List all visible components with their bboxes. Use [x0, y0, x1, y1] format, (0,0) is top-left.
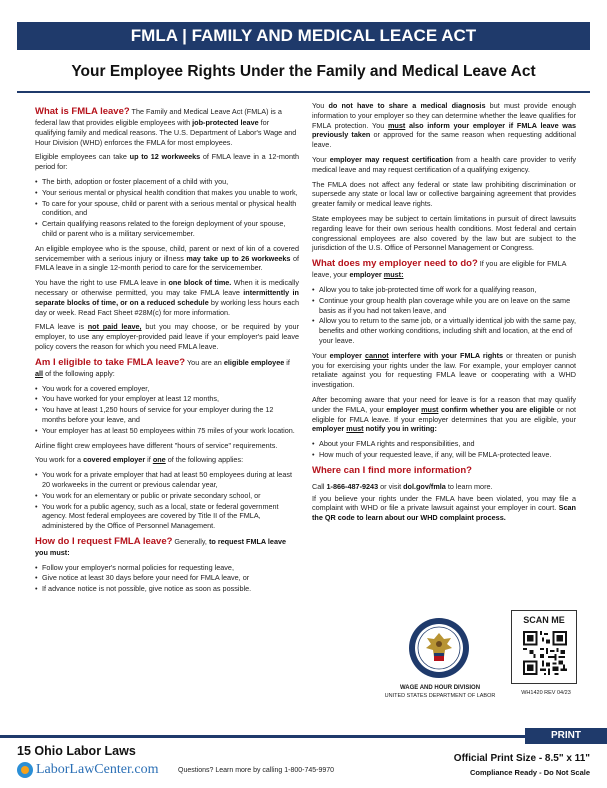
text-run: for qualifying family and medical reasons. The U.S. Department of Labor's Wage and Hour Division (WHD) enforces the FMLA for most employees.	[35, 118, 297, 147]
text-emphasis: all	[35, 368, 44, 378]
text-run: Your	[312, 154, 330, 164]
state-employees-paragraph: State employees may be subject to certain limitations in pursuit of direct lawsuits regarding leave for their own serious health conditions. Most federal and certain congressional employees are also covered by the law but are subject to the jurisdiction of the U.S. Office of Personnel Management or Congress.	[312, 213, 576, 253]
text-run: if	[284, 357, 290, 367]
covered-employer-list	[35, 470, 299, 531]
text-run: but must provide enough information to your employer so they can determine whether the leave qualifies for FMLA protection. You	[312, 101, 576, 130]
text-run: of FMLA leave in a single 12-month period to care for the servicemember.	[35, 253, 300, 273]
confirm-eligibility-paragraph	[312, 395, 576, 434]
list-item: • If advance notice is not possible, give notice as soon as possible.	[35, 584, 299, 594]
list-item: • The birth, adoption or foster placement of a child with you,	[35, 177, 299, 187]
page-number: 15	[17, 744, 31, 758]
page-heading	[17, 744, 136, 758]
text-emphasis: do not have to share a medical diagnosis	[328, 101, 486, 110]
right-column	[312, 101, 576, 528]
list-item: • Certain qualifying reasons related to the foreign deployment of your spouse, child or parent who is a military servicemember.	[35, 219, 299, 239]
seal-caption-department: UNITED STATES DEPARTMENT OF LABOR	[384, 693, 496, 699]
text-emphasis: also inform your employer if FMLA leave was previously taken	[312, 120, 577, 140]
text-emphasis: intermittently in separate blocks of time, or on a reduced schedule	[35, 287, 299, 307]
list-item: • You have at least 1,250 hours of service for your employer during the 12 months before your leave, and	[35, 405, 299, 425]
text-run: if	[145, 455, 153, 465]
text-run: When it is medically necessary or otherwise permitted, you may take FMLA leave	[35, 278, 299, 297]
text-run: of FMLA leave in a 12-month period for:	[35, 152, 300, 172]
heading-employer-duties: What does my employer need to do?	[312, 258, 478, 270]
complaint-paragraph	[312, 494, 576, 523]
text-emphasis: interfere with your FMLA rights	[388, 350, 504, 360]
text-run: You	[312, 101, 329, 110]
text-run: Call	[312, 481, 327, 491]
text-run: or threaten or punish you for exercising your rights under the law. For example, your employer cannot retaliate against you for requesting FMLA leave or cooperating with a WHD investigation.	[312, 350, 576, 390]
text-run: You are an	[185, 357, 224, 367]
text-run: of the following apply:	[43, 368, 115, 378]
poster-banner: FMLA | FAMILY AND MEDICAL LEACE ACT	[17, 22, 590, 50]
contact-paragraph	[312, 482, 576, 492]
text-emphasis: job-protected leave	[192, 118, 259, 127]
compliance-note: Compliance Ready - Do Not Scale	[469, 768, 590, 777]
list-item: • Follow your employer's normal policies for requesting leave,	[35, 563, 299, 573]
certification-paragraph	[312, 155, 576, 175]
text-emphasis: covered employer	[83, 455, 146, 465]
text-emphasis: must	[421, 404, 439, 414]
list-item: • Allow you to take job-protected time off work for a qualifying reason,	[312, 285, 576, 295]
text-emphasis: employer	[329, 350, 362, 360]
heading-what-is-fmla: What is FMLA leave?	[35, 106, 130, 117]
heading-request-leave: How do I request FMLA leave?	[35, 535, 173, 547]
text-run: You work for a	[35, 455, 84, 465]
text-run: If you believe your rights under the FMLA have been violated, you may file a complaint with WHD or file a private lawsuit against your employer in court.	[312, 493, 576, 513]
text-emphasis: eligible employee	[223, 357, 285, 367]
heading-more-info: Where can I find more information?	[312, 464, 472, 476]
text-run: but you may choose, or be required by your employer, to use any employer-provided paid leave if your employer's paid leave policy covers the reason for which you need FMLA leave.	[35, 322, 300, 351]
eligible-workweeks-paragraph	[35, 152, 299, 172]
phone-number[interactable]: 1-866-487-9243	[326, 481, 379, 491]
text-emphasis: employer	[312, 424, 345, 434]
text-run: or approved for the same reason when requesting additional leave.	[312, 130, 576, 150]
text-emphasis: may take up to 26 workweeks	[186, 253, 291, 263]
scan-me-label: SCAN ME	[523, 615, 565, 625]
text-emphasis: employer	[386, 404, 419, 414]
dol-link[interactable]: dol.gov/fmla	[403, 481, 446, 491]
no-interference-paragraph	[312, 351, 576, 390]
footer-divider	[0, 735, 607, 738]
text-run: to learn more.	[445, 481, 493, 491]
text-emphasis: up to 12 workweeks	[129, 152, 201, 162]
text-run: Your	[312, 350, 330, 360]
text-emphasis: employer may request certification	[329, 154, 453, 164]
text-emphasis: not paid leave,	[87, 322, 142, 332]
list-item: • Allow you to return to the same job, or a virtually identical job with the same pay, benefits and other working conditions, including shift and location, at the end of your leave.	[312, 316, 576, 345]
laborlawcenter-logo[interactable]	[17, 761, 158, 779]
airline-paragraph: Airline flight crew employees have different "hours of service" requirements.	[35, 440, 278, 450]
form-code: WH1420 REV 04/23	[521, 690, 571, 696]
seal-caption-division: WAGE AND HOUR DIVISION	[399, 685, 481, 691]
text-run: Generally,	[172, 536, 209, 546]
qr-code-icon[interactable]	[523, 631, 567, 675]
list-item: • You work for a public agency, such as a local, state or federal government agency. Most federal employees are covered by Title II of the FMLA, administered by the Office of Personnel Management.	[35, 502, 299, 531]
logo-mark-icon	[17, 762, 33, 778]
heading-eligible: Am I eligible to take FMLA leave?	[35, 356, 186, 368]
leave-reasons-list	[35, 177, 299, 239]
list-item: • You have worked for your employer at least 12 months,	[35, 394, 299, 404]
text-run: of the following applies:	[165, 455, 244, 465]
list-item: • To care for your spouse, child or parent with a serious mental or physical health condition, and	[35, 199, 299, 219]
text-emphasis: must	[346, 424, 364, 434]
text-run: from a health care provider to verify medical leave and may request certification of a qualifying exigency.	[312, 154, 576, 174]
print-button[interactable]: PRINT	[525, 728, 607, 744]
text-emphasis: to request FMLA leave you must:	[35, 536, 287, 557]
list-item: • You work for an elementary or public or private secondary school, or	[35, 491, 299, 501]
list-item: • About your FMLA rights and responsibilities, and	[312, 439, 576, 449]
list-item: • You work for a private employer that had at least 50 employees during at least 20 workweeks in the current or previous calendar year,	[35, 470, 299, 490]
text-run: by working less hours each day or week. Read Fact Sheet #28M(c) for more information.	[35, 297, 299, 317]
medical-diagnosis-paragraph	[312, 101, 576, 150]
official-print-size: Official Print Size - 8.5" x 11"	[453, 753, 590, 764]
text-run: After becoming aware that your need for leave is for a reason that may qualify under the FMLA, your	[312, 394, 576, 414]
eligibility-list	[35, 384, 299, 436]
dol-seal-icon	[408, 617, 470, 679]
text-run: You have the right to use FMLA leave in	[35, 278, 169, 288]
text-emphasis: must:	[383, 270, 404, 280]
text-emphasis: confirm whether you are eligible	[438, 404, 555, 414]
unpaid-leave-paragraph	[35, 322, 299, 351]
list-item: • You work for a covered employer,	[35, 384, 299, 394]
text-emphasis: one	[152, 455, 166, 465]
text-emphasis: Scan the QR code to learn about our WHD complaint process.	[312, 503, 576, 523]
page-title: Ohio Labor Laws	[34, 744, 136, 758]
questions-text: Questions? Learn more by calling 1-800-745-9970	[178, 767, 335, 774]
text-run: An eligible employee who is the spouse, child, parent or next of kin of a covered servicemember with a serious injury or illness	[35, 243, 299, 263]
text-run: If you are eligible for FMLA leave, your	[312, 259, 566, 280]
header-divider	[17, 91, 590, 93]
federal-law-paragraph: The FMLA does not affect any federal or state law prohibiting discrimination or supersede any state or local law or collective bargaining agreement that provides greater family or medical leave rights.	[312, 179, 576, 209]
block-of-time-paragraph	[35, 278, 299, 317]
employer-duties-list	[312, 285, 576, 346]
list-item: • Give notice at least 30 days before your need for FMLA leave, or	[35, 573, 299, 583]
list-item: • Continue your group health plan coverage while you are on leave on the same basis as if you had not taken leave, and	[312, 296, 576, 316]
text-emphasis: employer	[349, 270, 382, 280]
text-emphasis: cannot	[364, 350, 389, 360]
text-run: The Family and Medical Leave Act (FMLA) is a federal law that provides eligible employees with	[35, 107, 282, 127]
left-column	[35, 101, 299, 599]
written-notice-list	[312, 439, 576, 460]
request-steps-list	[35, 563, 299, 594]
covered-employer-paragraph	[35, 455, 299, 465]
logo-text: LaborLawCenter.com	[36, 762, 159, 777]
text-run: or not eligible for FMLA leave. If your employer determines that you are eligible, your	[312, 404, 576, 424]
list-item: • Your employer has at least 50 employees within 75 miles of your work location.	[35, 426, 299, 436]
servicemember-paragraph	[35, 244, 299, 273]
text-emphasis: must	[387, 120, 406, 130]
text-emphasis: notify you in writing:	[363, 424, 437, 434]
text-run: Eligible employees can take	[35, 152, 130, 162]
list-item: • How much of your requested leave, if any, will be FMLA-protected leave.	[312, 450, 576, 460]
text-run: or visit	[378, 481, 404, 491]
poster-subtitle: Your Employee Rights Under the Family and Medical Leave Act	[71, 63, 536, 80]
text-emphasis: one block of time.	[168, 278, 232, 288]
qr-box[interactable]	[511, 610, 577, 684]
text-run: FMLA leave is	[35, 322, 88, 332]
list-item: • Your serious mental or physical health condition that makes you unable to work,	[35, 188, 299, 198]
